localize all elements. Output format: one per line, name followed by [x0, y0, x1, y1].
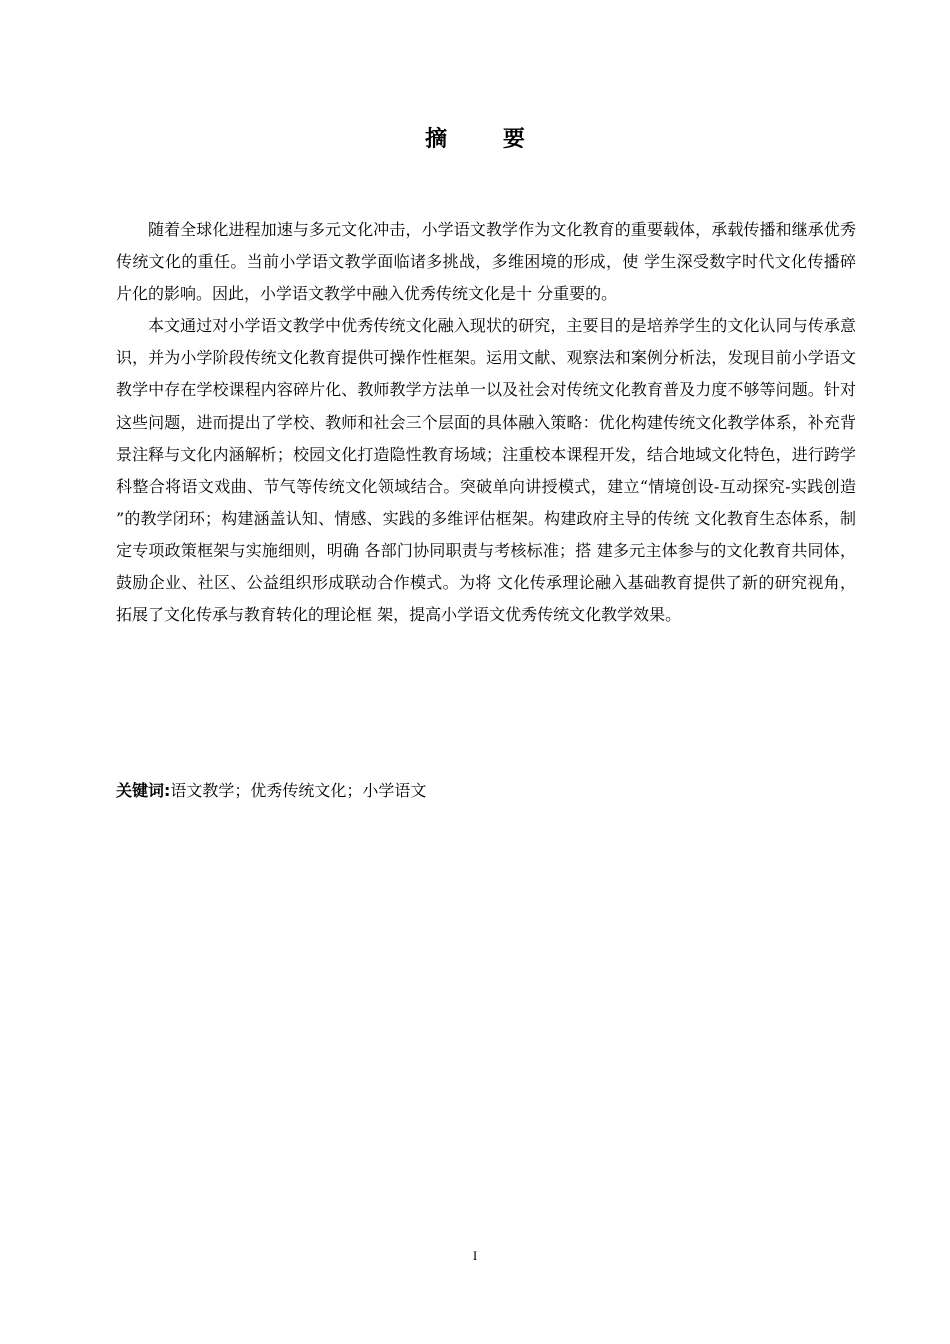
- abstract-paragraph-2: 本文通过对小学语文教学中优秀传统文化融入现状的研究，主要目的是培养学生的文化认同与传承意识，并为小学阶段传统文化教育提供可操作性框架。运用文献、观察法和案例分析法，发现目前小学语文教学中存在学校课程内容碎片化、教师教学方法单一以及社会对传统文化教育普及力度不够等问题。针对这些问题，进而提出了学校、教师和社会三个层面的具体融入策略：优化构建传统文化教学体系，补充背景注释与文化内涵解析；校园文化打造隐性教育场域；注重校本课程开发，结合地域文化特色，进行跨学科整合将语文戏曲、节气等传统文化领域结合。突破单向讲授模式，建立“情境创设-互动探究-实践创造 ”的教学闭环；构建涵盖认知、情感、实践的多维评估框架。构建政府主导的传统 文化教育生态体系，制定专项政策框架与实施细则，明确 各部门协同职责与考核标准；搭 建多元主体参与的文化教育共同体，鼓励企业、社区、公益组织形成联动合作模式。为将 文化传承理论融入基础教育提供了新的研究视角，拓展了文化传承与教育转化的理论框 架，提高小学语文优秀传统文化教学效果。: [116, 316, 856, 625]
- abstract-paragraph-1: 随着全球化进程加速与多元文化冲击，小学语文教学作为文化教育的重要载体，承载传播和继承优秀传统文化的重任。当前小学语文教学面临诸多挑战，多维困境的形成，使 学生深受数字时代文化传播碎片化的影响。因此，小学语文教学中融入优秀传统文化是十 分重要的。: [116, 220, 856, 304]
- page-title: 摘 要: [425, 127, 549, 152]
- page-number: I: [472, 1248, 478, 1263]
- keywords-value: 语文教学；优秀传统文化；小学语文: [170, 781, 427, 800]
- abstract-body: [116, 214, 856, 631]
- keywords-line: [116, 776, 426, 806]
- keywords-label: 关键词:: [116, 781, 171, 800]
